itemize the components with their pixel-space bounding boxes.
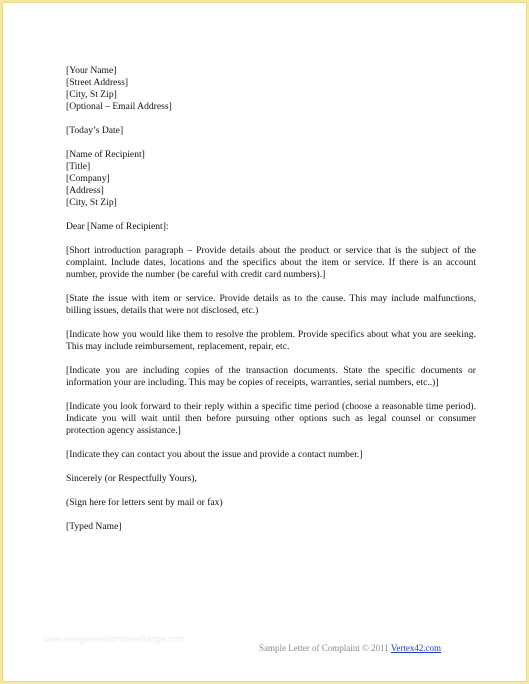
recipient-name: [Name of Recipient] [66, 149, 145, 160]
paragraph-documents: [Indicate you are including copies of the transaction documents. State the specific documents or information your are including. This may be copies of receipts, warranties, serial numbers, etc..)] [66, 365, 476, 388]
paragraph-issue: [State the issue with item or service. Provide details as to the cause. This may include malfunctions, billing issues, details that were not disclosed, etc.) [66, 293, 476, 316]
date-block [66, 125, 476, 137]
paragraph-reply-period: [Indicate you look forward to their reply within a specific time period (choose a reasonable time period). Indicate you will wait until then before pursuing other options such as legal counsel or consumer protection agency assistance.] [66, 401, 476, 436]
letter-body [66, 65, 476, 545]
recipient-address-block [66, 149, 476, 209]
recipient-title: [Title] [66, 161, 91, 172]
sender-name: [Your Name] [66, 65, 117, 76]
salutation: Dear [Name of Recipient]: [66, 221, 169, 232]
letter-page [3, 3, 526, 681]
sender-email: [Optional – Email Address] [66, 101, 172, 112]
body-paragraph [66, 401, 476, 437]
recipient-address: [Address] [66, 185, 104, 196]
sender-address-block [66, 65, 476, 113]
body-paragraph [66, 365, 476, 389]
closing-block [66, 473, 476, 485]
recipient-city: [City, St Zip] [66, 197, 117, 208]
salutation-block [66, 221, 476, 233]
typed-name-block [66, 521, 476, 533]
page-footer [259, 643, 441, 654]
footer-link[interactable]: Vertex42.com [390, 643, 442, 653]
watermark-text: www.seegenerationsteedbloge.com [43, 634, 186, 644]
typed-name: [Typed Name] [66, 521, 122, 532]
closing: Sincerely (or Respectfully Yours), [66, 473, 197, 484]
letter-date: [Today’s Date] [66, 125, 124, 136]
body-paragraph [66, 245, 476, 281]
body-paragraph [66, 449, 476, 461]
body-paragraph [66, 329, 476, 353]
sender-city: [City, St Zip] [66, 89, 117, 100]
paragraph-resolution: [Indicate how you would like them to resolve the problem. Provide specifics about what you are seeking. This may include reimbursement, replacement, repair, etc. [66, 329, 476, 352]
signature-block [66, 497, 476, 509]
recipient-company: [Company] [66, 173, 110, 184]
body-paragraph [66, 293, 476, 317]
signature-note: (Sign here for letters sent by mail or fax) [66, 497, 223, 508]
paragraph-introduction: [Short introduction paragraph – Provide details about the product or service that is the subject of the complaint. Include dates, locations and the specifics about the item or service. If there is an account number, provide the number (be careful with credit card numbers).] [66, 245, 476, 280]
sender-street: [Street Address] [66, 77, 129, 88]
footer-text: Sample Letter of Complaint © 2011 [259, 643, 391, 653]
paragraph-contact: [Indicate they can contact you about the issue and provide a contact number.] [66, 449, 363, 460]
